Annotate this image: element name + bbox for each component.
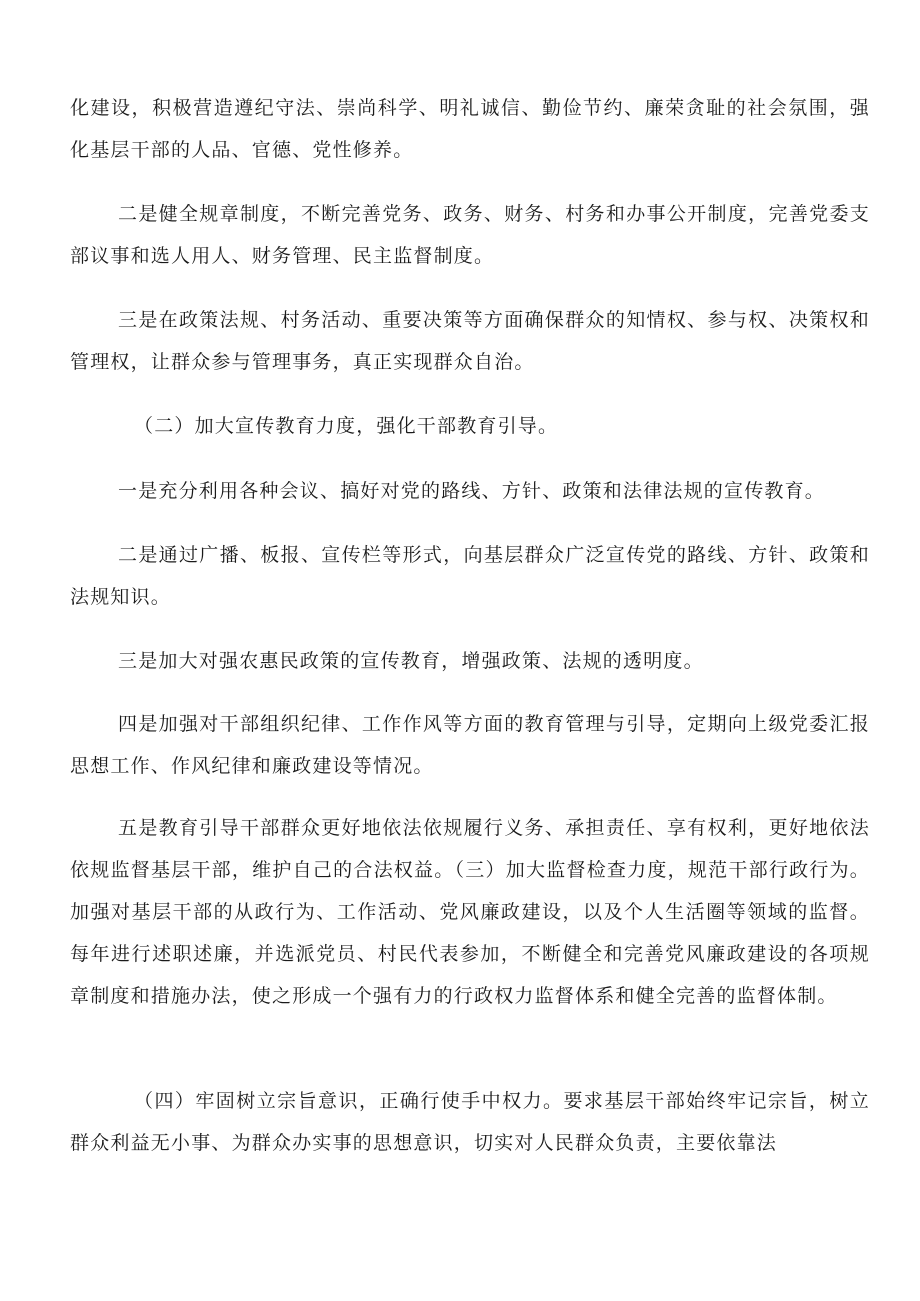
paragraph-item-6: 三是加大对强农惠民政策的宣传教育，增强政策、法规的透明度。	[118, 650, 704, 672]
paragraph-item-3: 三是在政策法规、村务活动、重要决策等方面确保群众的知情权、参与权、决策权和管理权，让群众参与管理事务，真正实现群众自治。	[70, 309, 870, 373]
paragraph-item-8: 五是教育引导干部群众更好地依法依规履行义务、承担责任、享有权利，更好地依法依规监督基层干部，维护自己的合法权益。（三）加大监督检查力度，规范干部行政行为。加强对基层干部的从政行为、工作活动、党风廉政建设，以及个人生活圈等领域的监督。每年进行述职述廉，并选派党员、村民代表参加，不断健全和完善党风廉政建设的各项规章制度和措施办法，使之形成一个强有力的行政权力监督体系和健全完善的监督体制。	[70, 817, 870, 1007]
section-heading-2: （二）加大宣传教育力度，强化干部教育引导。	[134, 415, 559, 437]
section-heading-4: （四）牢固树立宗旨意识，正确行使手中权力。要求基层干部始终牢记宗旨，树立群众利益无小事、为群众办实事的思想意识，切实对人民群众负责，主要依靠法	[70, 1090, 870, 1154]
paragraph-item-7: 四是加强对干部组织纪律、工作作风等方面的教育管理与引导，定期向上级党委汇报思想工作、作风纪律和廉政建设等情况。	[70, 713, 870, 777]
paragraph-item-5: 二是通过广播、板报、宣传栏等形式，向基层群众广泛宣传党的路线、方针、政策和法规知识。	[70, 544, 870, 608]
paragraph-continuation: 化建设，积极营造遵纪守法、崇尚科学、明礼诚信、勤俭节约、廉荣贪耻的社会氛围，强化基层干部的人品、官德、党性修养。	[70, 97, 870, 161]
paragraph-item-4: 一是充分利用各种会议、搞好对党的路线、方针、政策和法律法规的宣传教育。	[118, 480, 826, 502]
paragraph-item-2: 二是健全规章制度，不断完善党务、政务、财务、村务和办事公开制度，完善党委支部议事和选人用人、财务管理、民主监督制度。	[70, 203, 870, 267]
